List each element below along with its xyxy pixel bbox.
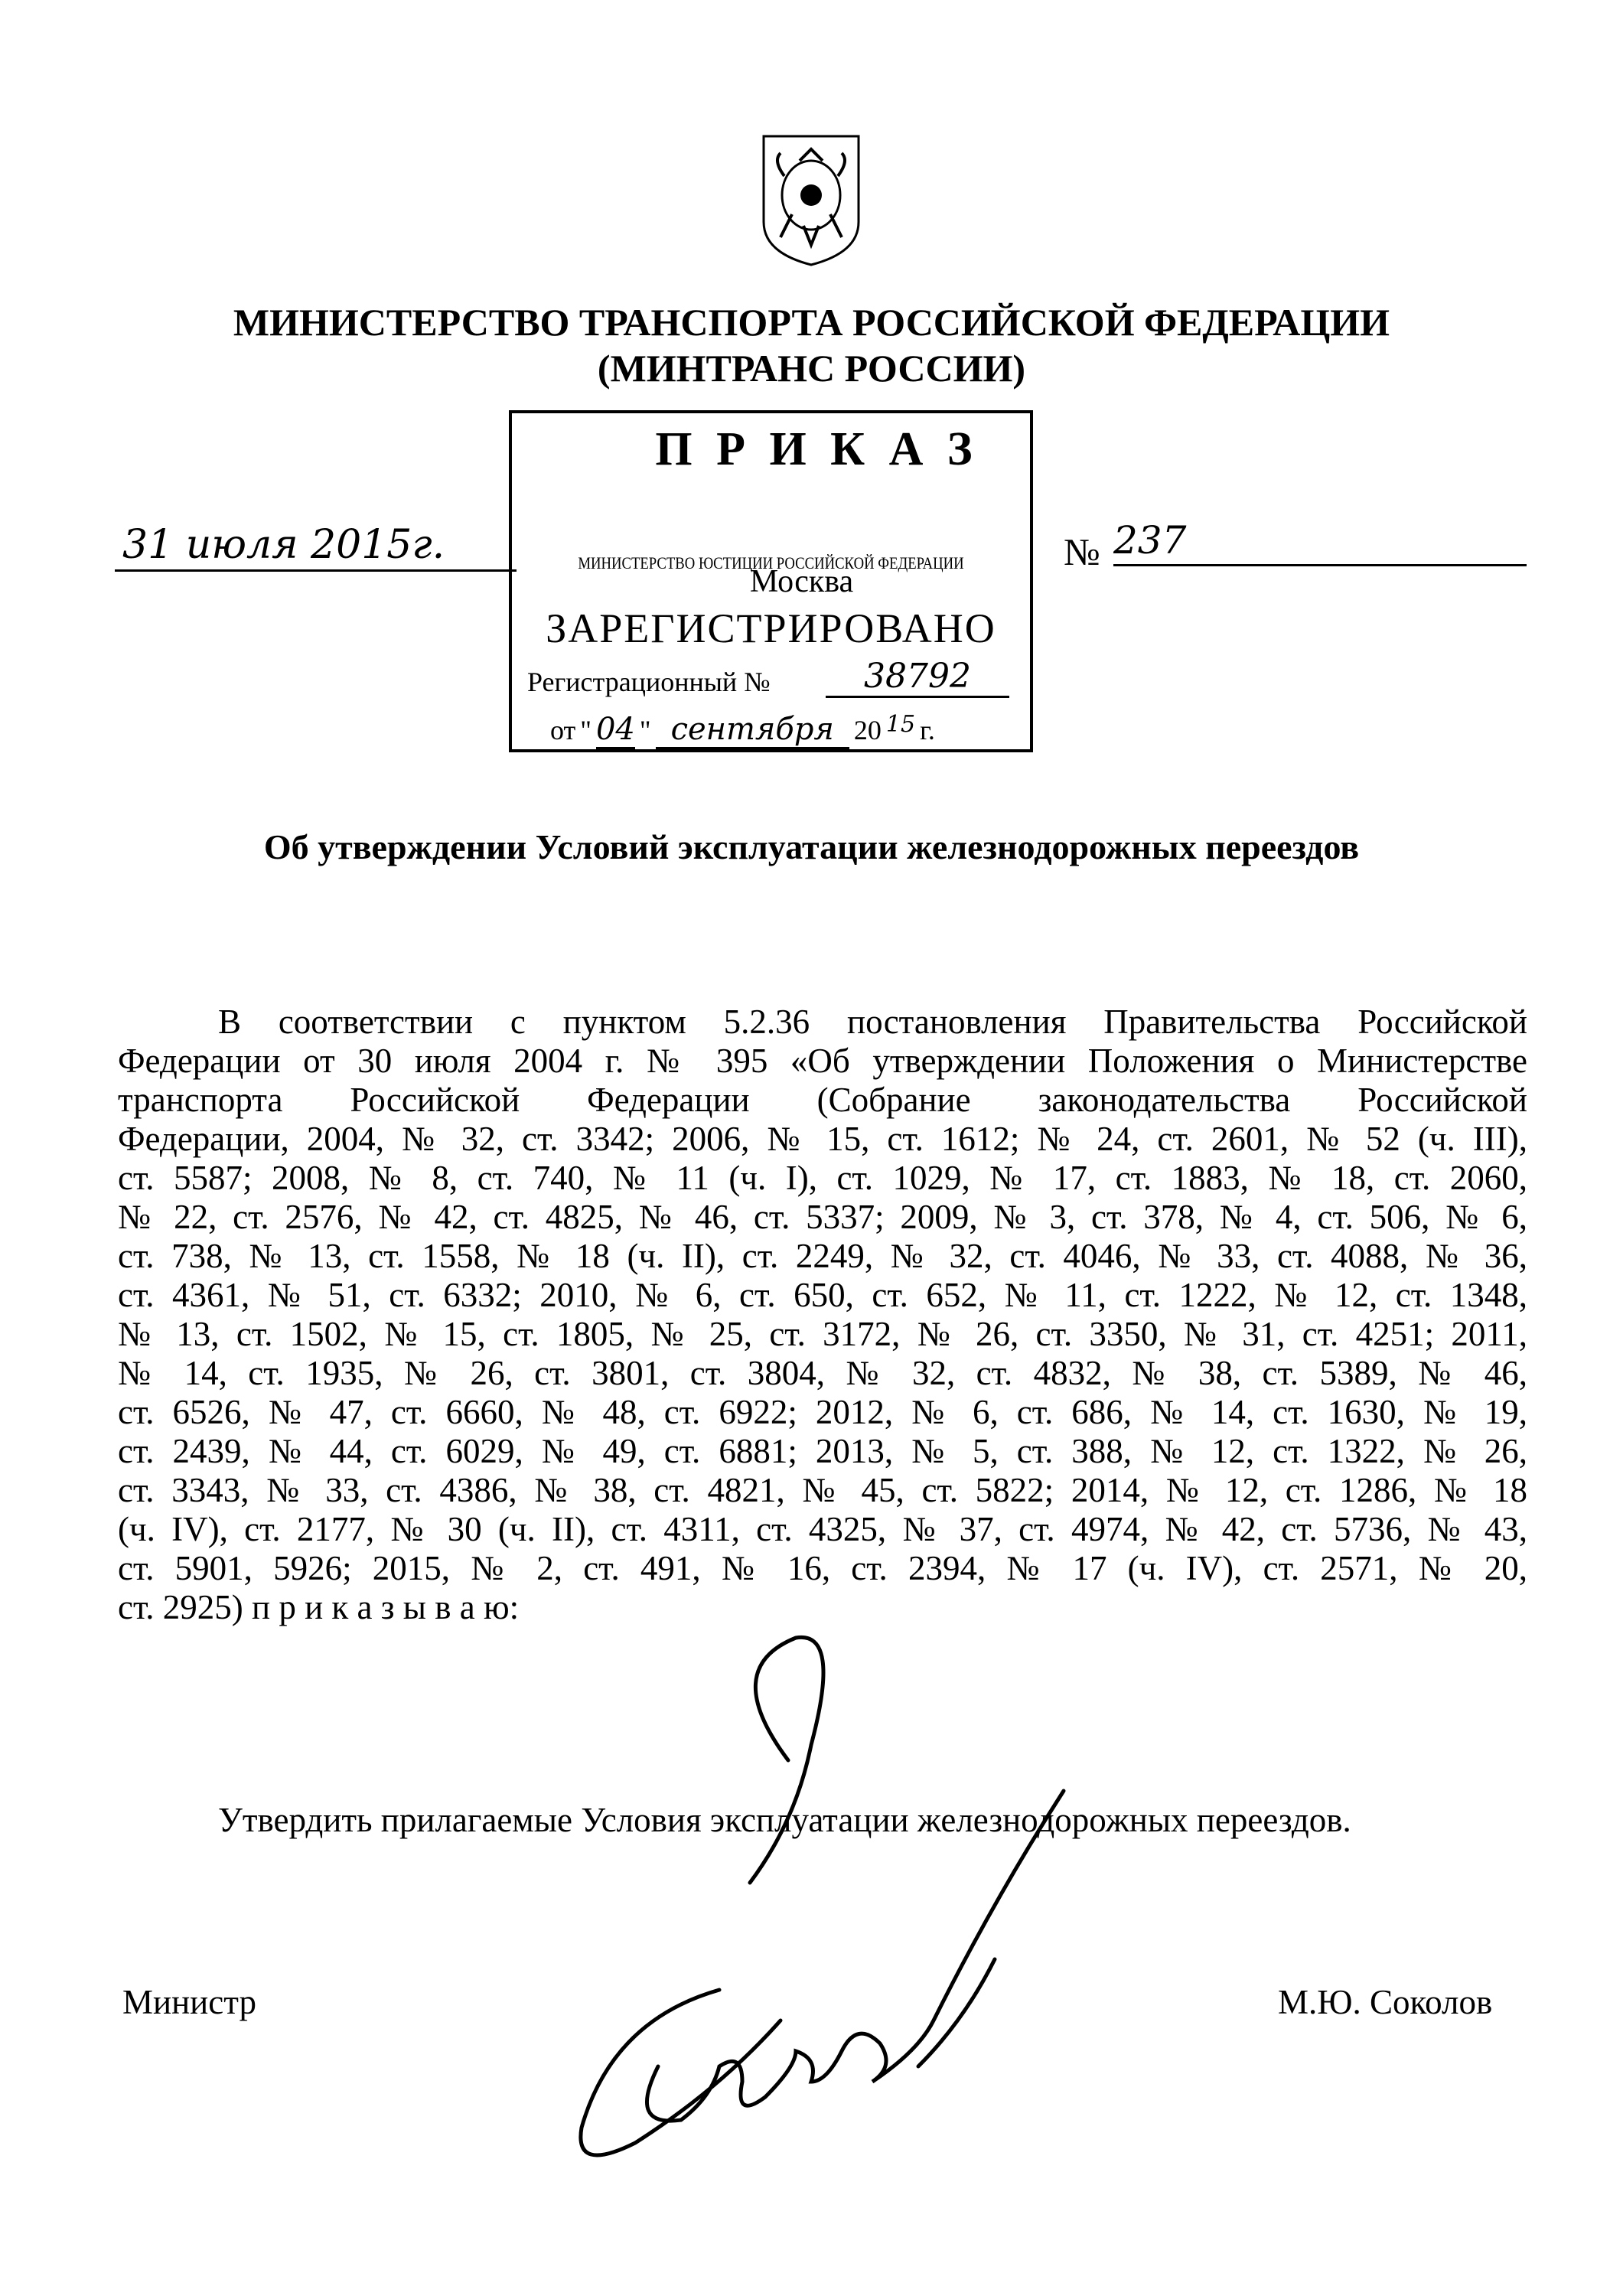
order-date: 31 июля 2015г. <box>115 520 517 572</box>
body-line: № 13, ст. 1502, № 15, ст. 1805, № 25, ст. 3172, № 26, ст. 3350, № 31, ст. 4251; 2011, <box>118 1315 1527 1353</box>
body-line: Федерации от 30 июля 2004 г. № 395 «Об утверждении Положения о Министерстве <box>118 1042 1527 1080</box>
body-line: ст. 2925) п р и к а з ы в а ю: <box>118 1588 520 1626</box>
body-line: ст. 3343, № 33, ст. 4386, № 38, ст. 4821, № 45, ст. 5822; 2014, № 12, ст. 1286, № 18 <box>118 1471 1527 1509</box>
body-line: ст. 6526, № 47, ст. 6660, № 48, ст. 6922; 2012, № 6, ст. 686, № 14, ст. 1630, № 19, <box>118 1393 1527 1431</box>
stamp-date: от " 04 " сентября 20 15 г. <box>550 712 935 749</box>
stamp-status: ЗАРЕГИСТРИРОВАНО <box>546 605 996 651</box>
registration-stamp <box>509 410 1033 752</box>
body-line: ст. 5587; 2008, № 8, ст. 740, № 11 (ч. I), ст. 1029, № 17, ст. 1883, № 18, ст. 2060, <box>118 1159 1527 1197</box>
order-type: П Р И К А З <box>655 423 979 475</box>
signatory-position: Министр <box>122 1983 256 2021</box>
stamp-ministry: МИНИСТЕРСТВО ЮСТИЦИИ РОССИЙСКОЙ ФЕДЕРАЦИИ <box>578 553 964 572</box>
stamp-year-suffix: г. <box>920 715 935 745</box>
body-line: ст. 738, № 13, ст. 1558, № 18 (ч. II), ст. 2249, № 32, ст. 4046, № 33, ст. 4088, № 36, <box>118 1237 1527 1275</box>
ministry-abbreviation: (МИНТРАНС РОССИИ) <box>597 347 1026 390</box>
stamp-reg-number: 38792 <box>826 657 1009 698</box>
stamp-city: Москва <box>749 564 854 599</box>
body-line: ст. 4361, № 51, ст. 6332; 2010, № 6, ст. 650, ст. 652, № 11, ст. 1222, № 12, ст. 1348, <box>118 1276 1527 1314</box>
body-line: транспорта Российской Федерации (Собрание законодательства Российской <box>118 1081 1527 1119</box>
signatory-name: М.Ю. Соколов <box>1278 1983 1493 2021</box>
body-line: Федерации, 2004, № 32, ст. 3342; 2006, № 15, ст. 1612; № 24, ст. 2601, № 52 (ч. III), <box>118 1120 1527 1158</box>
order-number: 237 <box>1113 517 1527 566</box>
body-line: № 22, ст. 2576, № 42, ст. 4825, № 46, ст. 5337; 2009, № 3, ст. 378, № 4, ст. 506, № 6, <box>118 1198 1527 1236</box>
handwritten-signature <box>566 1592 1071 2174</box>
body-line: В соответствии с пунктом 5.2.36 постановления Правительства Российской <box>218 1003 1527 1041</box>
body-line: ст. 5901, 5926; 2015, № 2, ст. 491, № 16, ст. 2394, № 17 (ч. IV), ст. 2571, № 20, <box>118 1549 1527 1587</box>
order-number-label: № <box>1064 530 1100 573</box>
stamp-year: 15 <box>885 711 916 738</box>
stamp-from-label: от <box>550 715 576 745</box>
body-line: (ч. IV), ст. 2177, № 30 (ч. II), ст. 4311, ст. 4325, № 37, ст. 4974, № 42, ст. 5736, № 43, <box>118 1510 1527 1548</box>
decision-text: Утвердить прилагаемые Условия эксплуатации железнодорожных переездов. <box>218 1801 1351 1839</box>
stamp-year-prefix: 20 <box>853 715 882 745</box>
document-heading: Об утверждении Условий эксплуатации железнодорожных переездов <box>263 827 1360 866</box>
body-line: ст. 2439, № 44, ст. 6029, № 49, ст. 6881; 2013, № 5, ст. 388, № 12, ст. 1322, № 26, <box>118 1432 1527 1470</box>
stamp-month: сентября <box>656 712 849 749</box>
ministry-title: МИНИСТЕРСТВО ТРАНСПОРТА РОССИЙСКОЙ ФЕДЕРАЦИИ <box>233 301 1390 344</box>
stamp-day: 04 <box>596 712 635 749</box>
body-line: № 14, ст. 1935, № 26, ст. 3801, ст. 3804, № 32, ст. 4832, № 38, ст. 5389, № 46, <box>118 1354 1527 1392</box>
stamp-reg-label: Регистрационный № <box>527 667 771 697</box>
coat-of-arms-emblem <box>758 130 865 268</box>
